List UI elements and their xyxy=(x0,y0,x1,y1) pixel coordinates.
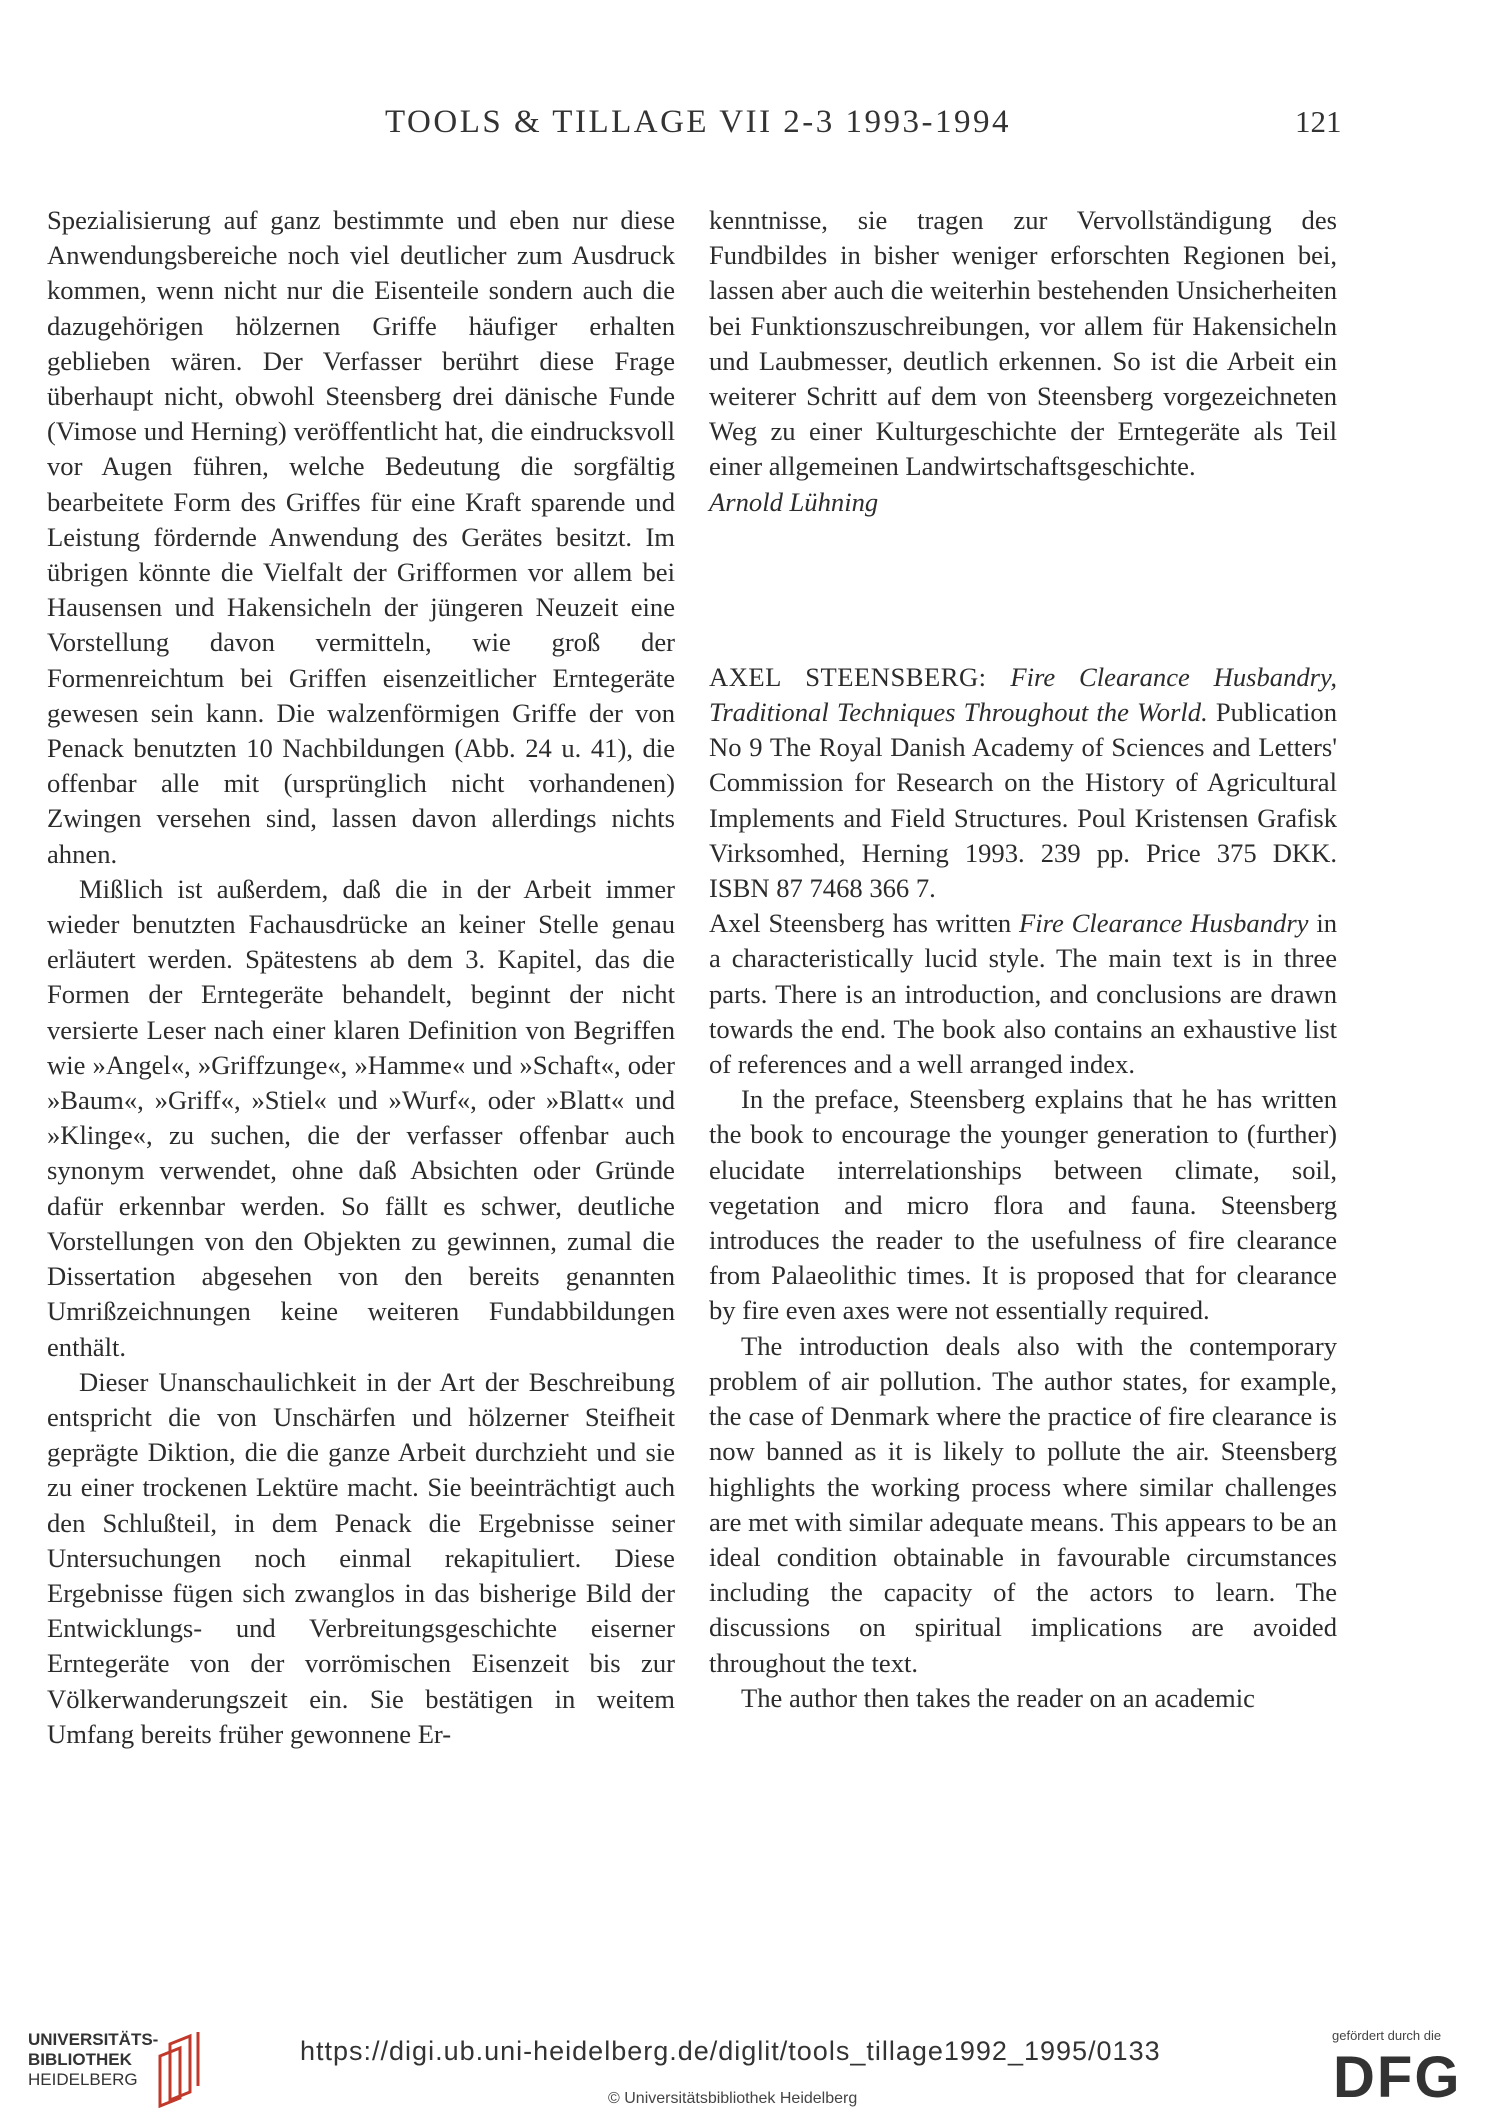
page-header xyxy=(0,104,1498,144)
right-paragraph-1: kenntnisse, sie tragen zur Vervollständigung des Fundbildes in bisher weniger erforschten Regionen bei, lassen aber auch die weiterhin bestehenden Unsicherheiten bei Funktionszuschreibungen, vor allem für Hakensicheln und Laubmesser, deutlich erkennen. So ist die Arbeit ein weiterer Schritt auf dem von Steensberg vorgezeichneten Weg zu einer Kulturgeschichte der Erntegeräte als Teil einer allgemeinen Landwirtschaftsgeschichte. xyxy=(709,205,1337,482)
dfg-logo: DFG xyxy=(1333,2045,1462,2110)
review-heading xyxy=(709,660,1337,906)
library-logo xyxy=(28,2030,158,2090)
p2-rest: in a characteristically lucid style. The main text is in three parts. There is an introduction, and conclusions are drawn towards the end. The book also contains an exhaustive list of references and a well arranged index. xyxy=(709,908,1337,1080)
running-head: TOOLS & TILLAGE VII 2-3 1993-1994 xyxy=(385,104,1012,140)
right-paragraph-5: The author then takes the reader on an academic xyxy=(741,1682,1255,1713)
copyright-notice: © Universitätsbibliothek Heidelberg xyxy=(608,2090,858,2107)
review-author: AXEL STEENSBERG: xyxy=(709,661,987,692)
left-paragraph-2: Mißlich ist außerdem, daß die in der Arbeit immer wieder benutzten Fachausdrücke an keiner Stelle genau erläutert werden. Spätestens ab dem 3. Kapitel, das die Formen der Erntegeräte behandelt, beginnt der nicht versierte Leser nach einer klaren Definition von Begriffen wie »Angel«, »Griffzunge«, »Hamme« und »Schaft«, oder »Baum«, »Griff«, »Stiel« und »Wurf«, oder »Blatt« und »Klinge«, zu suchen, die der verfasser offenbar auch synonym verwendet, ohne daß Absichten oder Gründe dafür erkennbar werden. So fällt es schwer, deutliche Vorstellungen von den Objekten zu gewinnen, zumal die Dissertation abgesehen von den bereits genannten Umrißzeichnungen keine weiteren Fundabbildungen enthält. xyxy=(47,873,675,1362)
library-name-line-1: UNIVERSITÄTS- xyxy=(28,2030,159,2049)
review-signature: Arnold Lühning xyxy=(709,486,879,517)
library-name-line-3: HEIDELBERG xyxy=(28,2070,138,2089)
p2-book-title: Fire Clearance Husbandry xyxy=(1019,908,1309,939)
page-number: 121 xyxy=(1295,104,1342,139)
review-title: Fire Clearance Husbandry, Traditional Techniques Throughout the World. xyxy=(709,661,1337,728)
right-column xyxy=(709,203,1337,1716)
digitization-footer xyxy=(0,2010,1498,2126)
section-spacer xyxy=(709,520,1337,660)
review-publication: Publication No 9 The Royal Danish Academy of Sciences and Letters' Commission for Research on the History of Agricultural Implements and Field Structures. Poul Kristensen Grafisk Virksomhed, Herning 1993. 239 pp. Price 375 DKK. ISBN 87 7468 366 7. xyxy=(709,697,1337,904)
left-paragraph-1: Spezialisierung auf ganz bestimmte und eben nur diese Anwendungsbereiche noch viel deutlicher zum Ausdruck kommen, wenn nicht nur die Eisenteile sondern auch die dazugehörigen hölzernen Griffe häufiger erhalten geblieben wären. Der Verfasser berührt diese Frage überhaupt nicht, obwohl Steensberg drei dänische Funde (Vimose und Herning) veröffentlicht hat, die eindrucksvoll vor Augen führen, welche Bedeutung die sorgfältig bearbeitete Form des Griffes für eine Kraft sparende und Leistung fördernde Anwendung des Gerätes besitzt. Im übrigen könnte die Vielfalt der Grifformen vor allem bei Hausensen und Hakensicheln der jüngeren Neuzeit eine Vorstellung davon vermitteln, wie groß der Formenreichtum bei Griffen eisenzeitlicher Erntegeräte gewesen sein kann. Die walzenförmigen Griffe der von Penack benutzten 10 Nachbildungen (Abb. 24 u. 41), die offenbar alle mit (ursprünglich nicht vorhandenen) Zwingen versehen sind, lassen davon allerdings nichts ahnen. xyxy=(47,205,675,869)
left-column xyxy=(47,203,675,1752)
p2-start: Axel Steensberg has written xyxy=(709,908,1012,939)
source-url-link[interactable]: https://digi.ub.uni-heidelberg.de/diglit/tools_tillage1992_1995/0133 xyxy=(300,2036,1161,2066)
library-name-line-2: BIBLIOTHEK xyxy=(28,2050,132,2069)
right-paragraph-4: The introduction deals also with the contemporary problem of air pollution. The author states, for example, the case of Denmark where the practice of fire clearance is now banned as it is likely to pollute the air. Steensberg highlights the working process where similar challenges are met with similar adequate means. This appears to be an ideal condition obtainable in favourable circumstances including the capacity of the actors to learn. The discussions on spiritual implications are avoided throughout the text. xyxy=(709,1330,1337,1678)
funder-caption: gefördert durch die xyxy=(1332,2028,1442,2043)
right-paragraph-3: In the preface, Steensberg explains that he has written the book to encourage the younger generation to (further) elucidate interrelationships between climate, soil, vegetation and micro flora and fauna. Steensberg introduces the reader to the usefulness of fire clearance from Palaeolithic times. It is proposed that for clearance by fire even axes were not essentially required. xyxy=(709,1084,1337,1326)
library-emblem-icon xyxy=(150,2030,208,2108)
right-paragraph-2 xyxy=(709,906,1337,1082)
left-paragraph-3: Dieser Unanschaulichkeit in der Art der Beschreibung entspricht die von Unschärfen und hölzerner Steifheit geprägte Diktion, die die ganze Arbeit durchzieht und sie zu einer trockenen Lektüre macht. Sie beeinträchtigt auch den Schlußteil, in dem Penack die Ergebnisse seiner Untersuchungen noch einmal rekapituliert. Diese Ergebnisse fügen sich zwanglos in das bisherige Bild der Entwicklungs- und Verbreitungsgeschichte eiserner Erntegeräte von der vorrömischen Eisenzeit bis zur Völkerwanderungszeit ein. Sie bestätigen in weitem Umfang bereits früher gewonnene Er- xyxy=(47,1366,675,1749)
